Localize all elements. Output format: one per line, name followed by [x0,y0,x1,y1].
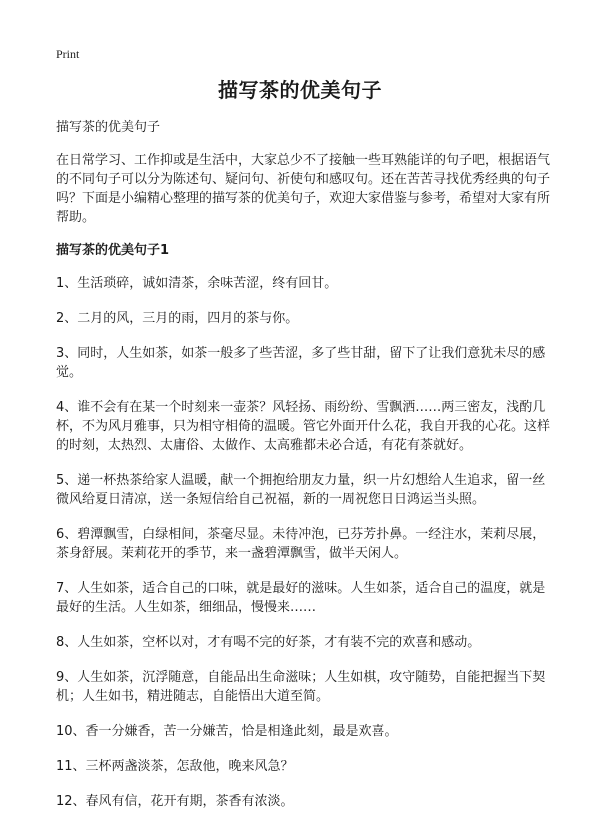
list-item: 3、同时，人生如茶，如茶一般多了些苦涩，多了些甘甜，留下了让我们意犹未尽的感觉。 [56,346,546,380]
article-subtitle: 描写茶的优美句子 [56,120,161,135]
list-item: 5、递一杯热茶给家人温暖，献一个拥抱给朋友力量，织一片幻想给人生追求，留一丝微风给夏日清凉，送一条短信给自己祝福，新的一周祝您日日鸿运当头照。 [56,473,546,507]
list-item: 1、生活琐碎，诚如清茶，余味苦涩，终有回甘。 [56,276,338,291]
page-title: 描写茶的优美句子 [218,78,382,102]
print-link[interactable]: Print [56,47,80,61]
list-item: 6、碧潭飘雪，白绿相间，茶毫尽显。未待冲泡，已芬芳扑鼻。一经注水，茉莉尽展，茶身舒展。茉莉花开的季节，来一盏碧潭飘雪，做半天闲人。 [56,527,546,561]
list-item: 12、春风有信，花开有期，茶香有浓淡。 [56,794,294,809]
list-item: 11、三杯两盏淡茶，怎敌他，晚来风急？ [56,759,294,774]
list-item: 2、二月的风，三月的雨，四月的茶与你。 [56,311,299,326]
article-body [56,118,552,827]
list-item: 7、人生如茶，适合自己的口味，就是最好的滋味。人生如茶，适合自己的温度，就是最好的生活。人生如茶，细细品，慢慢来…… [56,581,546,615]
list-item: 4、谁不会有在某一个时刻来一壶茶？风轻扬、雨纷纷、雪飘洒……两三密友，浅酌几杯，不为风月雅事，只为相守相倚的温暖。管它外面开什么花，我自开我的心花。这样的时刻，太热烈、太庸俗、太做作、太高雅都未必合适，有花有茶就好。 [56,400,551,453]
list-item: 10、香一分嫌香，苦一分嫌苦，恰是相逢此刻，最是欢喜。 [56,724,398,739]
section-heading: 描写茶的优美句子1 [56,243,170,258]
list-item: 8、人生如茶，空杯以对，才有喝不完的好茶，才有装不完的欢喜和感动。 [56,635,481,650]
intro-paragraph: 在日常学习、工作抑或是生活中，大家总少不了接触一些耳熟能详的句子吧，根据语气的不同句子可以分为陈述句、疑问句、祈使句和感叹句。还在苦苦寻找优秀经典的句子吗？下面是小编精心整理的描写茶的优美句子，欢迎大家借鉴与参考，希望对大家有所帮助。 [56,153,551,225]
list-item: 9、人生如茶，沉浮随意，自能品出生命滋味；人生如棋，攻守随势，自能把握当下契机；人生如书，精进随志，自能悟出大道至简。 [56,670,546,704]
